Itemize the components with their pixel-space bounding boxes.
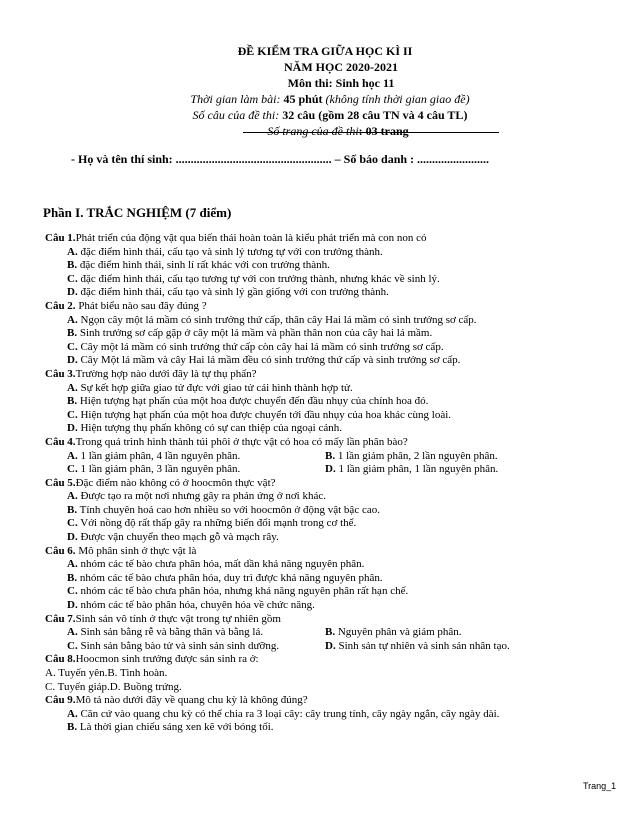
- option-text: đặc điểm hình thái, sinh lí rất khác với con trưởng thành.: [77, 259, 330, 272]
- answer-option: [45, 585, 620, 599]
- question-label: Câu 1.: [45, 232, 76, 244]
- option-letter: A.: [67, 381, 78, 394]
- option-letter: B.: [67, 259, 78, 272]
- option-text: nhóm các tế bào phân hóa, chuyên hóa về chức năng.: [77, 599, 315, 612]
- question-stem: [45, 300, 620, 314]
- question-stem: [45, 232, 620, 246]
- option-letter: B.: [67, 327, 78, 340]
- answer-row: [45, 463, 620, 477]
- option-letter: C.: [67, 463, 78, 476]
- option-letter: A.: [67, 626, 78, 639]
- option-text: Nguyên phân và giảm phân.: [335, 626, 462, 639]
- option-text: 1 lần giảm phân, 1 lần nguyên phân.: [335, 463, 499, 476]
- answer-row: [45, 450, 620, 464]
- option-text: Với nồng độ rất thấp gây ra những biến đổi mạnh trong cơ thể.: [77, 517, 357, 530]
- option-text: Cây một lá mầm có sinh trưởng thứ cấp còn cây hai lá mầm có sinh trưởng sơ cấp.: [77, 340, 444, 353]
- answer-option: [67, 463, 325, 477]
- answer-option: [45, 490, 620, 504]
- option-letter: D.: [67, 354, 78, 367]
- answer-option: [325, 463, 498, 477]
- question-list: [45, 232, 620, 735]
- question-label: Câu 2.: [45, 299, 76, 312]
- question-text: Mô tả nào dưới đây về quang chu kỳ là không đúng?: [75, 694, 308, 707]
- option-letter: C.: [67, 272, 78, 285]
- answer-option: [325, 640, 510, 654]
- answer-option: [45, 314, 620, 328]
- question-stem: [45, 477, 620, 491]
- option-letter: D.: [67, 599, 78, 612]
- question-label: Câu 4.: [45, 435, 76, 448]
- option-letter: B.: [325, 626, 336, 639]
- option-letter: A.: [67, 449, 78, 462]
- option-text: Ngọn cây một lá mầm có sinh trưởng thứ cấp, thân cây Hai lá mầm có sinh trưởng sơ cấp.: [77, 313, 477, 326]
- question-text: Hoocmon sinh trưởng được sản sinh ra ở:: [75, 653, 259, 666]
- question-label: Câu 5.: [45, 476, 76, 489]
- option-letter: C.: [67, 639, 78, 652]
- option-text: 1 lần giảm phân, 2 lần nguyên phân.: [335, 449, 498, 462]
- option-text: Sinh sản bằng bào tử và sinh sản sinh dưỡng.: [77, 639, 280, 652]
- question-count-line: Số câu của đề thi: 32 câu (gồm 28 câu TN và 4 câu TL): [192, 108, 468, 122]
- option-text: đặc điểm hình thái, cấu tạo và sinh lý gần giống với con trưởng thành.: [77, 286, 389, 299]
- header-divider: [243, 132, 499, 133]
- subject: Môn thi: Sinh học 11: [287, 76, 395, 90]
- option-text: Được tạo ra một nơi nhưng gây ra phản ứng ở nơi khác.: [77, 490, 326, 503]
- option-letter: A.: [67, 490, 78, 503]
- question-label: Câu 8.: [45, 653, 76, 666]
- answer-row: [45, 681, 620, 695]
- option-letter: C.: [67, 408, 78, 421]
- option-text: đặc điểm hình thái, cấu tạo tương tự với con trưởng thành, nhưng khác về sinh lý.: [77, 272, 440, 285]
- answer-option: [67, 450, 325, 464]
- answer-option: [45, 286, 620, 300]
- time-line: Thời gian làm bài: 45 phút (không tính thời gian giao đề): [190, 92, 470, 106]
- answer-option: [45, 531, 620, 545]
- answer-option: [45, 517, 620, 531]
- answer-option: [325, 626, 462, 640]
- option-letter: C.: [67, 585, 78, 598]
- answer-row: [45, 667, 620, 681]
- question-text: Trong quá trình hình thành túi phôi ở thực vật có hoa có mấy lần phân bào?: [75, 435, 408, 448]
- answer-option: [45, 504, 620, 518]
- option-text: Sinh sản tự nhiên và sinh sản nhân tạo.: [335, 639, 510, 652]
- option-text: nhóm các tế bào chưa phân hóa, duy trì được khả năng nguyên phân.: [77, 571, 383, 584]
- option-text: Tính chuyên hoá cao hơn nhiều so với hoocmôn ở động vật bậc cao.: [77, 503, 380, 516]
- question-label: Câu 6.: [45, 544, 76, 557]
- question-label: Câu 9.: [45, 694, 76, 707]
- answer-option: [67, 626, 325, 640]
- page-footer: Trang_1: [583, 781, 617, 791]
- option-letter: B.: [325, 449, 336, 462]
- option-text: Hiện tượng hạt phấn của một hoa được chuyển đến đầu nhụy của chính hoa đó.: [77, 395, 429, 408]
- page-count-line: Số trang của đề thi: 03 trang: [267, 124, 409, 138]
- exam-title: ĐỀ KIỂM TRA GIỮA HỌC KÌ II: [237, 44, 413, 58]
- answer-option: [45, 246, 620, 260]
- question-stem: [45, 694, 620, 708]
- option-text: Sinh sản bằng rễ và bằng thân và bằng lá.: [77, 626, 264, 639]
- question-stem: [45, 368, 620, 382]
- exam-header: [150, 43, 510, 139]
- answer-option: [45, 395, 620, 409]
- answer-option: [45, 409, 620, 423]
- answer-option: [67, 640, 325, 654]
- option-letter: D.: [325, 463, 336, 476]
- answer-option: [45, 572, 620, 586]
- question-label: Câu 3.: [45, 367, 76, 380]
- option-letter: A.: [67, 245, 78, 258]
- answer-option: C. Tuyến giáp.: [45, 680, 110, 693]
- option-letter: B.: [67, 571, 78, 584]
- option-letter: A.: [67, 313, 78, 326]
- question-text: Mô phân sinh ở thực vật là: [75, 544, 197, 557]
- part-title: Phần I. TRẮC NGHIỆM (7 điểm): [43, 205, 232, 220]
- answer-option: [45, 708, 620, 722]
- option-text: Căn cứ vào quang chu kỳ có thể chia ra 3 loại cây: cây trung tính, cây ngày ngắn, cây ngày dài.: [77, 707, 500, 720]
- option-text: Hiện tượng hạt phấn của một hoa được chuyển tới đầu nhụy của hoa khác cùng loài.: [77, 408, 452, 421]
- option-text: Sự kết hợp giữa giao tử đực với giao tử cái hình thành hợp tử.: [77, 381, 353, 394]
- option-letter: D.: [67, 531, 78, 544]
- option-letter: A.: [67, 558, 78, 571]
- answer-option: [45, 422, 620, 436]
- answer-option: [45, 354, 620, 368]
- school-year: NĂM HỌC 2020-2021: [284, 60, 398, 74]
- option-text: 1 lần giảm phân, 3 lần nguyên phân.: [77, 463, 241, 476]
- option-text: Được vận chuyển theo mạch gỗ và mạch rây.: [77, 531, 279, 544]
- question-stem: [45, 545, 620, 559]
- answer-row: [45, 640, 620, 654]
- option-letter: D.: [67, 286, 78, 299]
- question-text: Sinh sản vô tính ở thực vật trong tự nhiên gồm: [75, 612, 281, 625]
- answer-option: [45, 273, 620, 287]
- option-letter: C.: [67, 517, 78, 530]
- option-letter: B.: [67, 503, 78, 516]
- answer-option: [45, 259, 620, 273]
- question-text: Phát triển của động vật qua biến thái hoàn toàn là kiểu phát triển mà con non có: [75, 232, 427, 244]
- question-text: Phát biểu nào sau đây đúng ?: [75, 299, 207, 312]
- answer-option: [45, 599, 620, 613]
- question-stem: [45, 613, 620, 627]
- option-text: Hiện tượng thụ phấn không có sự can thiệp của ngoại cảnh.: [77, 422, 342, 435]
- option-text: Cây Một lá mầm và cây Hai lá mầm đều có sinh trưởng thứ cấp và sinh trưởng sơ cấp.: [77, 354, 461, 367]
- option-letter: D.: [67, 422, 78, 435]
- option-text: đặc điểm hình thái, cấu tạo và sinh lý tương tự với con trưởng thành.: [77, 245, 383, 258]
- option-letter: B.: [67, 395, 78, 408]
- answer-option: [45, 341, 620, 355]
- answer-option: D. Buồng trứng.: [109, 680, 182, 693]
- option-text: nhóm các tế bào chưa phân hóa, nhưng khả năng nguyên phân rất hạn chế.: [77, 585, 409, 598]
- answer-option: [325, 450, 498, 464]
- candidate-info-line: - Họ và tên thí sinh: .................................................... – Số báo danh : ........................: [71, 152, 490, 166]
- question-text: Trường hợp nào dưới đây là tự thụ phấn?: [75, 367, 257, 380]
- option-letter: B.: [67, 721, 78, 734]
- option-letter: C.: [67, 340, 78, 353]
- answer-option: [45, 721, 620, 735]
- answer-option: B. Tinh hoàn.: [107, 667, 168, 679]
- answer-option: A. Tuyến yên.: [45, 667, 108, 679]
- answer-option: [45, 327, 620, 341]
- option-text: Là thời gian chiếu sáng xen kẽ với bóng tối.: [77, 721, 274, 734]
- option-text: Sinh trưởng sơ cấp gặp ở cây một lá mầm và phần thân non của cây hai lá mầm.: [77, 327, 433, 340]
- option-text: nhóm các tế bào chưa phân hóa, mất dần khả năng nguyên phân.: [77, 558, 365, 571]
- answer-row: [45, 626, 620, 640]
- answer-option: [45, 558, 620, 572]
- option-letter: A.: [67, 707, 78, 720]
- option-text: 1 lần giảm phân, 4 lần nguyên phân.: [77, 449, 241, 462]
- question-stem: [45, 653, 620, 667]
- option-letter: D.: [325, 639, 336, 652]
- answer-option: [45, 382, 620, 396]
- question-label: Câu 7.: [45, 612, 76, 625]
- question-text: Đặc điểm nào không có ở hoocmôn thực vật?: [75, 476, 276, 489]
- question-stem: [45, 436, 620, 450]
